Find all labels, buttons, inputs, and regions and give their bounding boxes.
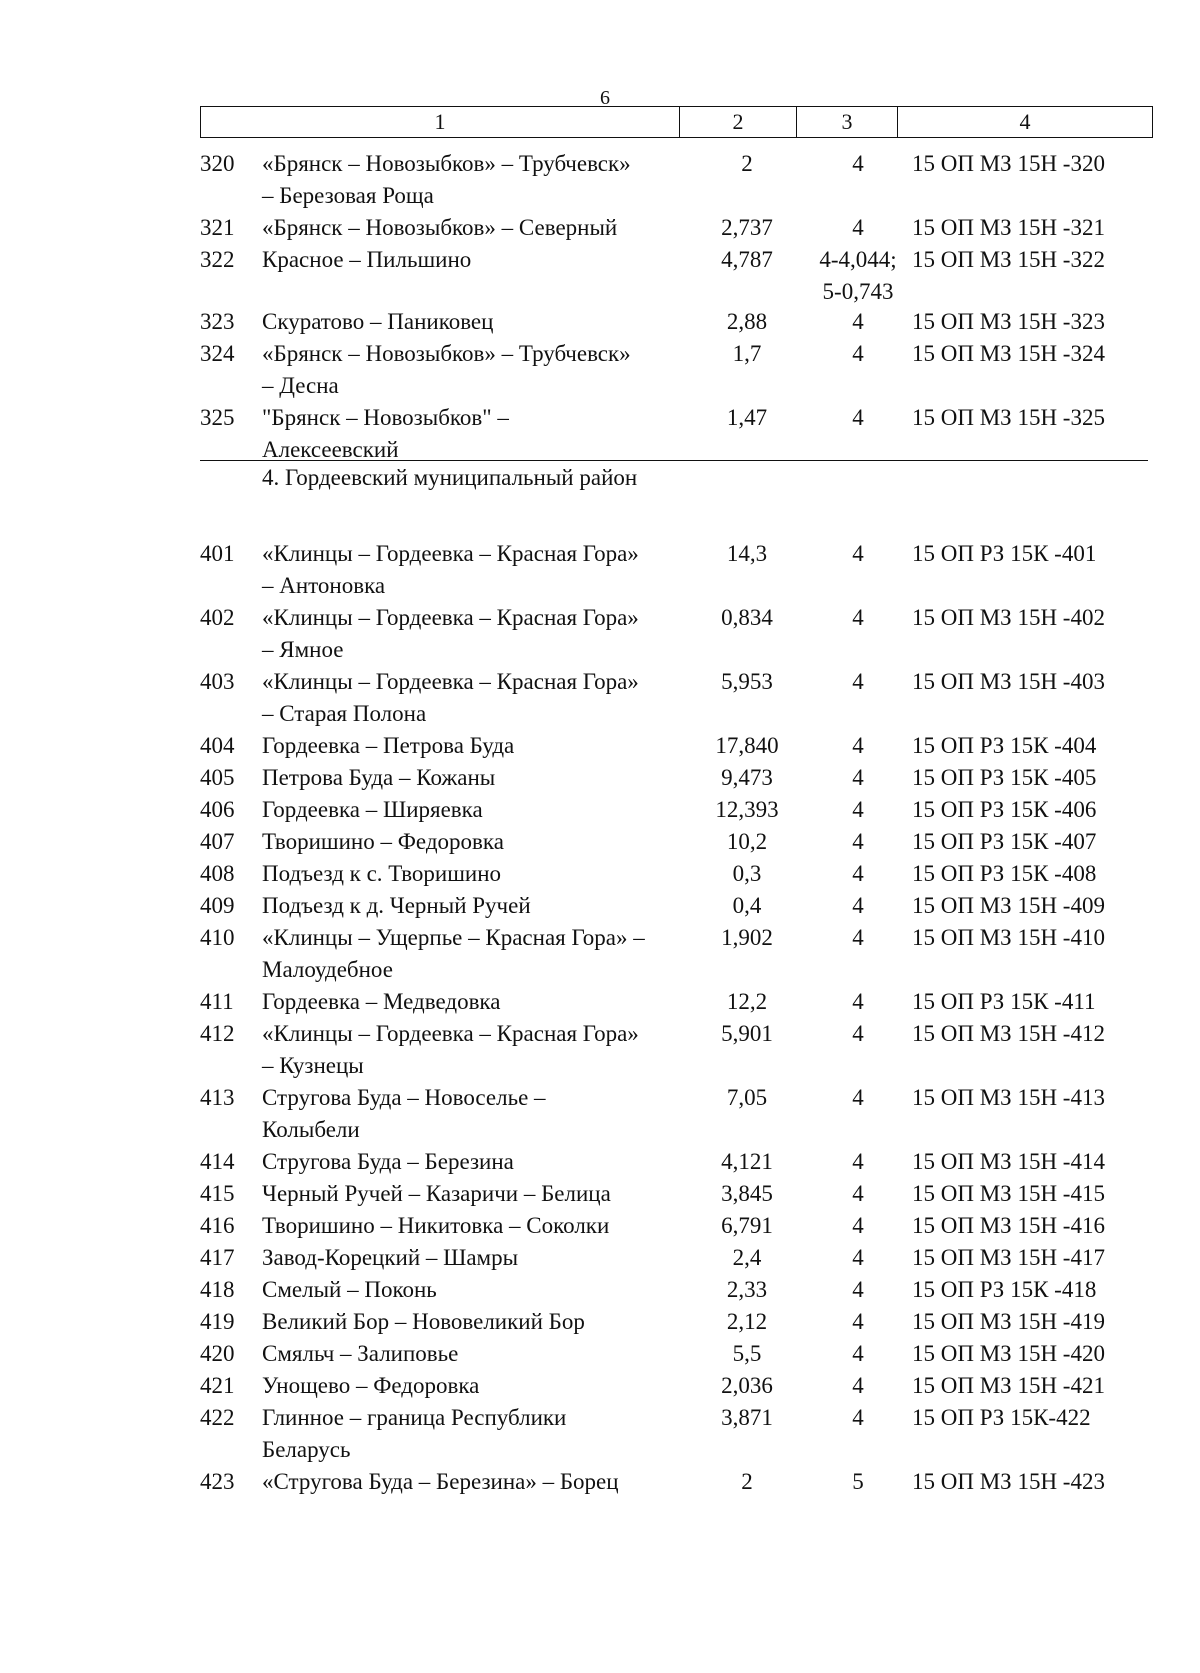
road-name-line: – Кузнецы [262, 1053, 364, 1078]
road-id-code: 15 ОП РЗ 15К -404 [912, 733, 1097, 758]
road-category: 4 [852, 215, 864, 240]
road-length: 2 [741, 151, 753, 176]
road-category: 4 [852, 1405, 864, 1430]
road-length: 14,3 [726, 541, 768, 566]
road-name-line: Гордеевка – Ширяевка [262, 797, 483, 822]
row-number: 420 [200, 1341, 235, 1366]
road-id-code: 15 ОП РЗ 15К -408 [912, 861, 1097, 886]
road-id-code: 15 ОП РЗ 15К -405 [912, 765, 1097, 790]
row-number: 414 [200, 1149, 235, 1174]
road-length: 0,834 [721, 605, 773, 630]
row-number: 412 [200, 1021, 235, 1046]
road-category: 5-0,743 [822, 279, 894, 304]
road-name-line: Смелый – Поконь [262, 1277, 437, 1302]
road-id-code: 15 ОП МЗ 15Н -321 [912, 215, 1105, 240]
row-number: 401 [200, 541, 235, 566]
road-id-code: 15 ОП МЗ 15Н -423 [912, 1469, 1105, 1494]
road-category: 4 [852, 151, 864, 176]
road-name-line: Стругова Буда – Березина [262, 1149, 514, 1174]
road-name-line: Творишино – Никитовка – Соколки [262, 1213, 610, 1238]
road-category: 4 [852, 733, 864, 758]
road-length: 3,845 [721, 1181, 773, 1206]
road-category: 4 [852, 861, 864, 886]
row-number: 405 [200, 765, 235, 790]
road-name-line: – Антоновка [262, 573, 386, 598]
row-number: 415 [200, 1181, 235, 1206]
road-category: 4 [852, 1277, 864, 1302]
section-title: 4. Гордеевский муниципальный район [262, 465, 638, 490]
road-id-code: 15 ОП МЗ 15Н -403 [912, 669, 1105, 694]
road-name-line: Малоудебное [262, 957, 393, 982]
road-id-code: 15 ОП МЗ 15Н -415 [912, 1181, 1105, 1206]
road-category: 4 [852, 405, 864, 430]
road-category: 4 [852, 669, 864, 694]
road-id-code: 15 ОП РЗ 15К -411 [912, 989, 1096, 1014]
road-name-line: «Стругова Буда – Березина» – Борец [262, 1469, 619, 1494]
road-category: 4 [852, 1309, 864, 1334]
road-id-code: 15 ОП МЗ 15Н -323 [912, 309, 1105, 334]
row-number: 406 [200, 797, 235, 822]
row-number: 421 [200, 1373, 235, 1398]
row-number: 321 [200, 215, 235, 240]
row-number: 323 [200, 309, 235, 334]
road-id-code: 15 ОП МЗ 15Н -412 [912, 1021, 1105, 1046]
road-name-line: «Клинцы – Гордеевка – Красная Гора» [262, 669, 639, 694]
road-id-code: 15 ОП МЗ 15Н -417 [912, 1245, 1105, 1270]
row-number: 325 [200, 405, 235, 430]
road-id-code: 15 ОП РЗ 15К-422 [912, 1405, 1091, 1430]
road-length: 4,787 [721, 247, 773, 272]
road-name-line: "Брянск – Новозыбков" – [262, 405, 509, 430]
road-length: 2,12 [726, 1309, 768, 1334]
road-category: 4 [852, 1085, 864, 1110]
road-category: 4 [852, 797, 864, 822]
road-id-code: 15 ОП МЗ 15Н -413 [912, 1085, 1105, 1110]
road-name-line: Беларусь [262, 1437, 351, 1462]
road-name-line: «Брянск – Новозыбков» – Трубчевск» [262, 151, 631, 176]
road-id-code: 15 ОП МЗ 15Н -419 [912, 1309, 1105, 1334]
road-id-code: 15 ОП МЗ 15Н -414 [912, 1149, 1105, 1174]
road-length: 5,901 [721, 1021, 773, 1046]
road-length: 9,473 [721, 765, 773, 790]
road-name-line: Петрова Буда – Кожаны [262, 765, 496, 790]
road-name-line: Скуратово – Паниковец [262, 309, 494, 334]
road-name-line: «Клинцы – Гордеевка – Красная Гора» [262, 541, 639, 566]
road-name-line: «Клинцы – Ущерпье – Красная Гора» – [262, 925, 645, 950]
road-name-line: Стругова Буда – Новоселье – [262, 1085, 546, 1110]
road-category: 4 [852, 605, 864, 630]
road-name-line: – Старая Полона [262, 701, 427, 726]
road-length: 2,737 [721, 215, 773, 240]
road-id-code: 15 ОП МЗ 15Н -402 [912, 605, 1105, 630]
road-id-code: 15 ОП РЗ 15К -406 [912, 797, 1097, 822]
road-category: 4 [852, 341, 864, 366]
row-number: 402 [200, 605, 235, 630]
row-number: 322 [200, 247, 235, 272]
row-number: 324 [200, 341, 235, 366]
row-number: 422 [200, 1405, 235, 1430]
row-number: 413 [200, 1085, 235, 1110]
road-name-line: «Клинцы – Гордеевка – Красная Гора» [262, 1021, 639, 1046]
row-number: 419 [200, 1309, 235, 1334]
road-name-line: Великий Бор – Нововеликий Бор [262, 1309, 585, 1334]
row-number: 418 [200, 1277, 235, 1302]
road-length: 2,33 [726, 1277, 768, 1302]
table-header [200, 106, 1153, 138]
column-header-3: 3 [797, 107, 898, 138]
road-category: 4 [852, 309, 864, 334]
road-name-line: Черный Ручей – Казаричи – Белица [262, 1181, 611, 1206]
road-category: 4 [852, 1181, 864, 1206]
section-divider [200, 460, 1148, 461]
road-id-code: 15 ОП МЗ 15Н -421 [912, 1373, 1105, 1398]
road-name-line: – Ямное [262, 637, 344, 662]
row-number: 404 [200, 733, 235, 758]
column-header-1: 1 [201, 107, 680, 138]
road-length: 17,840 [715, 733, 779, 758]
road-name-line: Смяльч – Залиповье [262, 1341, 459, 1366]
column-header-4: 4 [898, 107, 1153, 138]
road-name-line: Подъезд к с. Творишино [262, 861, 502, 886]
row-number: 403 [200, 669, 235, 694]
road-id-code: 15 ОП МЗ 15Н -410 [912, 925, 1105, 950]
column-header-2: 2 [680, 107, 797, 138]
row-number: 409 [200, 893, 235, 918]
road-length: 7,05 [726, 1085, 768, 1110]
road-id-code: 15 ОП МЗ 15Н -322 [912, 247, 1105, 272]
road-name-line: Гордеевка – Петрова Буда [262, 733, 515, 758]
road-length: 5,953 [721, 669, 773, 694]
road-length: 0,3 [732, 861, 762, 886]
road-name-line: «Брянск – Новозыбков» – Трубчевск» [262, 341, 631, 366]
road-id-code: 15 ОП РЗ 15К -418 [912, 1277, 1097, 1302]
row-number: 423 [200, 1469, 235, 1494]
road-length: 5,5 [732, 1341, 762, 1366]
road-length: 12,2 [726, 989, 768, 1014]
road-category: 4 [852, 893, 864, 918]
road-category: 4 [852, 989, 864, 1014]
road-category: 4 [852, 1149, 864, 1174]
row-number: 411 [200, 989, 234, 1014]
row-number: 408 [200, 861, 235, 886]
road-name-line: «Клинцы – Гордеевка – Красная Гора» [262, 605, 639, 630]
road-category: 4 [852, 541, 864, 566]
row-number: 416 [200, 1213, 235, 1238]
road-length: 2,4 [732, 1245, 762, 1270]
row-number: 320 [200, 151, 235, 176]
road-length: 2 [741, 1469, 753, 1494]
road-length: 2,88 [726, 309, 768, 334]
road-id-code: 15 ОП МЗ 15Н -420 [912, 1341, 1105, 1366]
road-category: 4 [852, 1373, 864, 1398]
road-category: 4 [852, 925, 864, 950]
road-id-code: 15 ОП МЗ 15Н -409 [912, 893, 1105, 918]
road-length: 1,7 [732, 341, 762, 366]
road-id-code: 15 ОП МЗ 15Н -324 [912, 341, 1105, 366]
road-id-code: 15 ОП МЗ 15Н -320 [912, 151, 1105, 176]
row-number: 407 [200, 829, 235, 854]
road-name-line: – Березовая Роща [262, 183, 434, 208]
road-name-line: Алексеевский [262, 437, 399, 462]
page-number: 6 [600, 87, 610, 109]
road-length: 2,036 [721, 1373, 773, 1398]
row-number: 410 [200, 925, 235, 950]
road-id-code: 15 ОП МЗ 15Н -416 [912, 1213, 1105, 1238]
road-name-line: «Брянск – Новозыбков» – Северный [262, 215, 618, 240]
road-category: 5 [852, 1469, 864, 1494]
road-name-line: Глинное – граница Республики [262, 1405, 567, 1430]
road-length: 6,791 [721, 1213, 773, 1238]
row-number: 417 [200, 1245, 235, 1270]
road-category: 4-4,044; [819, 247, 897, 272]
road-category: 4 [852, 765, 864, 790]
road-length: 4,121 [721, 1149, 773, 1174]
road-length: 1,902 [721, 925, 773, 950]
road-name-line: Завод-Корецкий – Шамры [262, 1245, 519, 1270]
road-length: 1,47 [726, 405, 768, 430]
road-length: 10,2 [726, 829, 768, 854]
road-name-line: Красное – Пильшино [262, 247, 472, 272]
road-length: 12,393 [715, 797, 779, 822]
road-category: 4 [852, 1021, 864, 1046]
road-name-line: Унощево – Федоровка [262, 1373, 480, 1398]
road-category: 4 [852, 1245, 864, 1270]
road-name-line: Подъезд к д. Черный Ручей [262, 893, 531, 918]
road-name-line: Гордеевка – Медведовка [262, 989, 501, 1014]
road-category: 4 [852, 829, 864, 854]
road-id-code: 15 ОП РЗ 15К -407 [912, 829, 1097, 854]
road-length: 3,871 [721, 1405, 773, 1430]
road-category: 4 [852, 1213, 864, 1238]
road-length: 0,4 [732, 893, 762, 918]
road-name-line: Творишино – Федоровка [262, 829, 504, 854]
road-name-line: – Десна [262, 373, 339, 398]
road-id-code: 15 ОП МЗ 15Н -325 [912, 405, 1105, 430]
road-id-code: 15 ОП РЗ 15К -401 [912, 541, 1097, 566]
road-category: 4 [852, 1341, 864, 1366]
road-name-line: Колыбели [262, 1117, 360, 1142]
